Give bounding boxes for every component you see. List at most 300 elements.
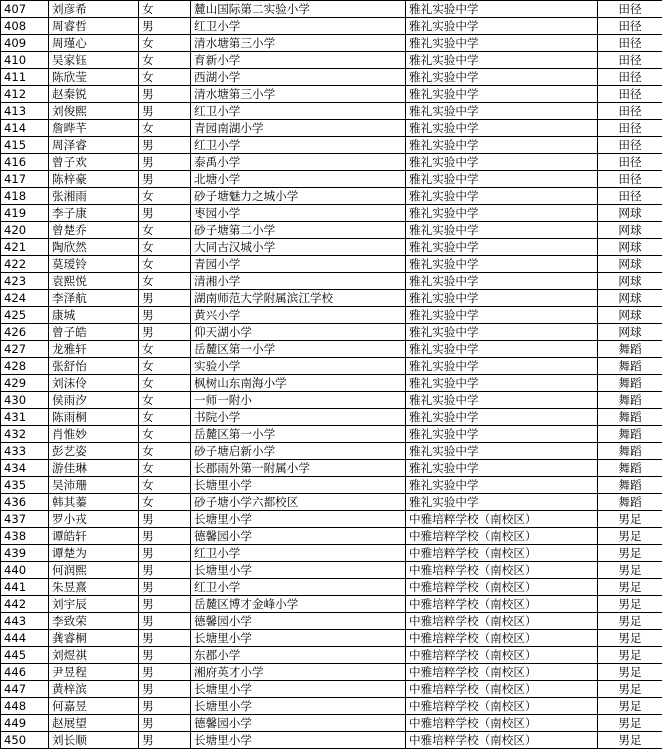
sport-cell: 田径	[598, 35, 662, 52]
sport-cell: 男足	[598, 511, 662, 528]
gender-cell: 男	[139, 18, 191, 35]
sport-cell: 舞蹈	[598, 460, 662, 477]
table-row	[1, 1, 662, 18]
middle-school-cell: 雅礼实验中学	[406, 52, 598, 69]
table-row	[1, 426, 662, 443]
sport-cell: 舞蹈	[598, 426, 662, 443]
gender-cell: 男	[139, 681, 191, 698]
student-name-cell: 周睿哲	[49, 18, 139, 35]
primary-school-cell: 枫树山东南海小学	[191, 375, 406, 392]
row-number-cell: 426	[1, 324, 49, 341]
middle-school-cell: 雅礼实验中学	[406, 120, 598, 137]
table-row	[1, 324, 662, 341]
student-name-cell: 张湘雨	[49, 188, 139, 205]
sport-cell: 男足	[598, 528, 662, 545]
sport-cell: 男足	[598, 664, 662, 681]
sport-cell: 舞蹈	[598, 341, 662, 358]
sport-cell: 男足	[598, 732, 662, 749]
sport-cell: 舞蹈	[598, 443, 662, 460]
gender-cell: 女	[139, 477, 191, 494]
primary-school-cell: 德馨园小学	[191, 528, 406, 545]
sport-cell: 网球	[598, 256, 662, 273]
gender-cell: 女	[139, 460, 191, 477]
table-row	[1, 86, 662, 103]
sport-cell: 舞蹈	[598, 494, 662, 511]
middle-school-cell: 雅礼实验中学	[406, 86, 598, 103]
primary-school-cell: 德馨园小学	[191, 613, 406, 630]
middle-school-cell: 中雅培粹学校（南校区）	[406, 715, 598, 732]
gender-cell: 男	[139, 324, 191, 341]
middle-school-cell: 雅礼实验中学	[406, 409, 598, 426]
gender-cell: 男	[139, 732, 191, 749]
gender-cell: 男	[139, 86, 191, 103]
student-name-cell: 张舒怡	[49, 358, 139, 375]
row-number-cell: 445	[1, 647, 49, 664]
sport-cell: 网球	[598, 307, 662, 324]
gender-cell: 女	[139, 375, 191, 392]
table-row	[1, 545, 662, 562]
table-row	[1, 647, 662, 664]
sport-cell: 男足	[598, 630, 662, 647]
row-number-cell: 423	[1, 273, 49, 290]
row-number-cell: 444	[1, 630, 49, 647]
primary-school-cell: 青园南湖小学	[191, 120, 406, 137]
primary-school-cell: 砂子塘小学六都校区	[191, 494, 406, 511]
student-name-cell: 黄梓滨	[49, 681, 139, 698]
middle-school-cell: 雅礼实验中学	[406, 137, 598, 154]
row-number-cell: 442	[1, 596, 49, 613]
table-row	[1, 35, 662, 52]
table-row	[1, 681, 662, 698]
table-row	[1, 375, 662, 392]
gender-cell: 男	[139, 103, 191, 120]
middle-school-cell: 雅礼实验中学	[406, 392, 598, 409]
gender-cell: 女	[139, 52, 191, 69]
sport-cell: 舞蹈	[598, 477, 662, 494]
table-row	[1, 18, 662, 35]
middle-school-cell: 中雅培粹学校（南校区）	[406, 647, 598, 664]
student-name-cell: 李泽航	[49, 290, 139, 307]
sport-cell: 男足	[598, 545, 662, 562]
middle-school-cell: 雅礼实验中学	[406, 1, 598, 18]
table-row	[1, 137, 662, 154]
student-name-cell: 陶欣然	[49, 239, 139, 256]
middle-school-cell: 雅礼实验中学	[406, 205, 598, 222]
student-name-cell: 尹昱程	[49, 664, 139, 681]
gender-cell: 女	[139, 426, 191, 443]
table-row	[1, 494, 662, 511]
primary-school-cell: 西湖小学	[191, 69, 406, 86]
gender-cell: 女	[139, 239, 191, 256]
table-row	[1, 664, 662, 681]
student-name-cell: 刘长顺	[49, 732, 139, 749]
table-row	[1, 52, 662, 69]
row-number-cell: 414	[1, 120, 49, 137]
gender-cell: 男	[139, 698, 191, 715]
student-name-cell: 何嘉昱	[49, 698, 139, 715]
primary-school-cell: 红卫小学	[191, 137, 406, 154]
student-name-cell: 陈梓豪	[49, 171, 139, 188]
primary-school-cell: 岳麓区第一小学	[191, 341, 406, 358]
row-number-cell: 433	[1, 443, 49, 460]
middle-school-cell: 中雅培粹学校（南校区）	[406, 630, 598, 647]
middle-school-cell: 中雅培粹学校（南校区）	[406, 613, 598, 630]
student-name-cell: 吴沛珊	[49, 477, 139, 494]
gender-cell: 女	[139, 35, 191, 52]
primary-school-cell: 大同古汉城小学	[191, 239, 406, 256]
table-row	[1, 103, 662, 120]
primary-school-cell: 湘府英才小学	[191, 664, 406, 681]
student-name-cell: 李子康	[49, 205, 139, 222]
row-number-cell: 411	[1, 69, 49, 86]
sport-cell: 网球	[598, 222, 662, 239]
row-number-cell: 440	[1, 562, 49, 579]
primary-school-cell: 麓山国际第二实验小学	[191, 1, 406, 18]
middle-school-cell: 雅礼实验中学	[406, 460, 598, 477]
sport-cell: 舞蹈	[598, 375, 662, 392]
table-row	[1, 358, 662, 375]
middle-school-cell: 雅礼实验中学	[406, 103, 598, 120]
table-row	[1, 409, 662, 426]
primary-school-cell: 红卫小学	[191, 579, 406, 596]
student-name-cell: 侯雨汐	[49, 392, 139, 409]
gender-cell: 女	[139, 341, 191, 358]
table-row	[1, 222, 662, 239]
middle-school-cell: 雅礼实验中学	[406, 375, 598, 392]
primary-school-cell: 清湘小学	[191, 273, 406, 290]
middle-school-cell: 中雅培粹学校（南校区）	[406, 698, 598, 715]
table-row	[1, 69, 662, 86]
gender-cell: 女	[139, 120, 191, 137]
middle-school-cell: 中雅培粹学校（南校区）	[406, 528, 598, 545]
student-name-cell: 刘宇辰	[49, 596, 139, 613]
student-name-cell: 曾子欢	[49, 154, 139, 171]
primary-school-cell: 砂子塘启新小学	[191, 443, 406, 460]
sport-cell: 男足	[598, 596, 662, 613]
gender-cell: 男	[139, 528, 191, 545]
row-number-cell: 425	[1, 307, 49, 324]
student-name-cell: 刘沫伶	[49, 375, 139, 392]
row-number-cell: 419	[1, 205, 49, 222]
table-row	[1, 273, 662, 290]
row-number-cell: 448	[1, 698, 49, 715]
sport-cell: 网球	[598, 324, 662, 341]
primary-school-cell: 红卫小学	[191, 18, 406, 35]
student-name-cell: 游佳琳	[49, 460, 139, 477]
row-number-cell: 435	[1, 477, 49, 494]
middle-school-cell: 中雅培粹学校（南校区）	[406, 732, 598, 749]
student-name-cell: 何润熙	[49, 562, 139, 579]
gender-cell: 男	[139, 205, 191, 222]
primary-school-cell: 长塘里小学	[191, 562, 406, 579]
middle-school-cell: 雅礼实验中学	[406, 256, 598, 273]
table-row	[1, 562, 662, 579]
gender-cell: 男	[139, 290, 191, 307]
row-number-cell: 418	[1, 188, 49, 205]
student-name-cell: 陈雨桐	[49, 409, 139, 426]
primary-school-cell: 书院小学	[191, 409, 406, 426]
middle-school-cell: 雅礼实验中学	[406, 341, 598, 358]
student-name-cell: 谭楚为	[49, 545, 139, 562]
student-name-cell: 曾子皓	[49, 324, 139, 341]
middle-school-cell: 中雅培粹学校（南校区）	[406, 511, 598, 528]
primary-school-cell: 育新小学	[191, 52, 406, 69]
sport-cell: 网球	[598, 273, 662, 290]
table-row	[1, 630, 662, 647]
primary-school-cell: 北塘小学	[191, 171, 406, 188]
row-number-cell: 422	[1, 256, 49, 273]
gender-cell: 男	[139, 545, 191, 562]
row-number-cell: 417	[1, 171, 49, 188]
primary-school-cell: 长塘里小学	[191, 630, 406, 647]
middle-school-cell: 雅礼实验中学	[406, 188, 598, 205]
primary-school-cell: 砂子塘第二小学	[191, 222, 406, 239]
table-row	[1, 239, 662, 256]
row-number-cell: 446	[1, 664, 49, 681]
gender-cell: 女	[139, 256, 191, 273]
student-name-cell: 罗小戎	[49, 511, 139, 528]
table-row	[1, 443, 662, 460]
sport-cell: 舞蹈	[598, 409, 662, 426]
gender-cell: 女	[139, 409, 191, 426]
gender-cell: 女	[139, 1, 191, 18]
gender-cell: 男	[139, 715, 191, 732]
middle-school-cell: 雅礼实验中学	[406, 69, 598, 86]
student-name-cell: 莫瑷铃	[49, 256, 139, 273]
sport-cell: 男足	[598, 698, 662, 715]
middle-school-cell: 雅礼实验中学	[406, 239, 598, 256]
student-name-cell: 赵展望	[49, 715, 139, 732]
row-number-cell: 431	[1, 409, 49, 426]
sport-cell: 田径	[598, 18, 662, 35]
row-number-cell: 432	[1, 426, 49, 443]
table-row	[1, 120, 662, 137]
primary-school-cell: 岳麓区第一小学	[191, 426, 406, 443]
middle-school-cell: 雅礼实验中学	[406, 171, 598, 188]
middle-school-cell: 雅礼实验中学	[406, 426, 598, 443]
row-number-cell: 438	[1, 528, 49, 545]
row-number-cell: 409	[1, 35, 49, 52]
row-number-cell: 428	[1, 358, 49, 375]
row-number-cell: 410	[1, 52, 49, 69]
table-row	[1, 511, 662, 528]
row-number-cell: 427	[1, 341, 49, 358]
middle-school-cell: 中雅培粹学校（南校区）	[406, 596, 598, 613]
table-row	[1, 613, 662, 630]
table-row	[1, 171, 662, 188]
sport-cell: 网球	[598, 290, 662, 307]
primary-school-cell: 青园小学	[191, 256, 406, 273]
primary-school-cell: 泰禹小学	[191, 154, 406, 171]
table-row	[1, 715, 662, 732]
student-name-cell: 韩其蓁	[49, 494, 139, 511]
sport-cell: 田径	[598, 69, 662, 86]
roster-body	[1, 1, 662, 749]
table-row	[1, 154, 662, 171]
student-name-cell: 刘煜祺	[49, 647, 139, 664]
table-row	[1, 341, 662, 358]
primary-school-cell: 长郡雨外第一附属小学	[191, 460, 406, 477]
student-name-cell: 谭皓轩	[49, 528, 139, 545]
table-row	[1, 528, 662, 545]
gender-cell: 女	[139, 273, 191, 290]
primary-school-cell: 长塘里小学	[191, 698, 406, 715]
primary-school-cell: 红卫小学	[191, 545, 406, 562]
student-name-cell: 袁熙悦	[49, 273, 139, 290]
gender-cell: 女	[139, 188, 191, 205]
sport-cell: 男足	[598, 579, 662, 596]
primary-school-cell: 砂子塘魅力之城小学	[191, 188, 406, 205]
sport-cell: 田径	[598, 52, 662, 69]
primary-school-cell: 黄兴小学	[191, 307, 406, 324]
primary-school-cell: 岳麓区博才金峰小学	[191, 596, 406, 613]
middle-school-cell: 雅礼实验中学	[406, 154, 598, 171]
sport-cell: 网球	[598, 239, 662, 256]
table-row	[1, 579, 662, 596]
student-name-cell: 李致荣	[49, 613, 139, 630]
gender-cell: 男	[139, 511, 191, 528]
row-number-cell: 439	[1, 545, 49, 562]
row-number-cell: 421	[1, 239, 49, 256]
table-row	[1, 392, 662, 409]
gender-cell: 女	[139, 392, 191, 409]
student-name-cell: 曾楚乔	[49, 222, 139, 239]
gender-cell: 男	[139, 613, 191, 630]
middle-school-cell: 中雅培粹学校（南校区）	[406, 664, 598, 681]
row-number-cell: 436	[1, 494, 49, 511]
sport-cell: 田径	[598, 171, 662, 188]
student-name-cell: 吴家钰	[49, 52, 139, 69]
student-name-cell: 陈欣莹	[49, 69, 139, 86]
row-number-cell: 420	[1, 222, 49, 239]
gender-cell: 男	[139, 647, 191, 664]
gender-cell: 男	[139, 171, 191, 188]
table-row	[1, 307, 662, 324]
table-row	[1, 460, 662, 477]
sport-cell: 田径	[598, 120, 662, 137]
table-row	[1, 732, 662, 749]
gender-cell: 女	[139, 222, 191, 239]
student-name-cell: 刘俊熙	[49, 103, 139, 120]
middle-school-cell: 中雅培粹学校（南校区）	[406, 545, 598, 562]
student-name-cell: 康城	[49, 307, 139, 324]
primary-school-cell: 长塘里小学	[191, 681, 406, 698]
row-number-cell: 437	[1, 511, 49, 528]
student-name-cell: 肖惟妙	[49, 426, 139, 443]
student-name-cell: 朱昱熹	[49, 579, 139, 596]
middle-school-cell: 中雅培粹学校（南校区）	[406, 562, 598, 579]
middle-school-cell: 雅礼实验中学	[406, 443, 598, 460]
row-number-cell: 430	[1, 392, 49, 409]
sport-cell: 舞蹈	[598, 358, 662, 375]
primary-school-cell: 长塘里小学	[191, 511, 406, 528]
table-row	[1, 596, 662, 613]
gender-cell: 男	[139, 579, 191, 596]
primary-school-cell: 长塘里小学	[191, 732, 406, 749]
gender-cell: 男	[139, 630, 191, 647]
gender-cell: 男	[139, 307, 191, 324]
middle-school-cell: 雅礼实验中学	[406, 307, 598, 324]
middle-school-cell: 雅礼实验中学	[406, 358, 598, 375]
sport-cell: 田径	[598, 137, 662, 154]
gender-cell: 男	[139, 137, 191, 154]
student-name-cell: 周泽睿	[49, 137, 139, 154]
student-name-cell: 詹晔芊	[49, 120, 139, 137]
primary-school-cell: 实验小学	[191, 358, 406, 375]
table-row	[1, 290, 662, 307]
primary-school-cell: 德馨园小学	[191, 715, 406, 732]
primary-school-cell: 清水塘第三小学	[191, 86, 406, 103]
middle-school-cell: 雅礼实验中学	[406, 35, 598, 52]
gender-cell: 男	[139, 562, 191, 579]
row-number-cell: 441	[1, 579, 49, 596]
gender-cell: 女	[139, 494, 191, 511]
sport-cell: 男足	[598, 715, 662, 732]
table-row	[1, 698, 662, 715]
row-number-cell: 434	[1, 460, 49, 477]
sport-cell: 男足	[598, 562, 662, 579]
sport-cell: 田径	[598, 86, 662, 103]
sport-cell: 田径	[598, 154, 662, 171]
student-name-cell: 周瑾心	[49, 35, 139, 52]
row-number-cell: 429	[1, 375, 49, 392]
row-number-cell: 449	[1, 715, 49, 732]
student-name-cell: 赵秦锐	[49, 86, 139, 103]
row-number-cell: 407	[1, 1, 49, 18]
student-name-cell: 龙雅轩	[49, 341, 139, 358]
sport-cell: 田径	[598, 188, 662, 205]
sport-cell: 田径	[598, 1, 662, 18]
gender-cell: 女	[139, 443, 191, 460]
gender-cell: 女	[139, 358, 191, 375]
row-number-cell: 447	[1, 681, 49, 698]
sport-cell: 男足	[598, 647, 662, 664]
table-row	[1, 205, 662, 222]
primary-school-cell: 枣园小学	[191, 205, 406, 222]
student-name-cell: 刘彦希	[49, 1, 139, 18]
row-number-cell: 450	[1, 732, 49, 749]
row-number-cell: 415	[1, 137, 49, 154]
table-row	[1, 477, 662, 494]
gender-cell: 女	[139, 69, 191, 86]
table-row	[1, 256, 662, 273]
primary-school-cell: 东郡小学	[191, 647, 406, 664]
sport-cell: 网球	[598, 205, 662, 222]
gender-cell: 男	[139, 596, 191, 613]
row-number-cell: 412	[1, 86, 49, 103]
middle-school-cell: 雅礼实验中学	[406, 222, 598, 239]
row-number-cell: 424	[1, 290, 49, 307]
middle-school-cell: 雅礼实验中学	[406, 324, 598, 341]
row-number-cell: 408	[1, 18, 49, 35]
middle-school-cell: 雅礼实验中学	[406, 477, 598, 494]
row-number-cell: 443	[1, 613, 49, 630]
primary-school-cell: 红卫小学	[191, 103, 406, 120]
middle-school-cell: 中雅培粹学校（南校区）	[406, 681, 598, 698]
middle-school-cell: 雅礼实验中学	[406, 18, 598, 35]
middle-school-cell: 中雅培粹学校（南校区）	[406, 579, 598, 596]
primary-school-cell: 仰天湖小学	[191, 324, 406, 341]
primary-school-cell: 一师一附小	[191, 392, 406, 409]
middle-school-cell: 雅礼实验中学	[406, 290, 598, 307]
gender-cell: 男	[139, 154, 191, 171]
student-name-cell: 龚睿桐	[49, 630, 139, 647]
row-number-cell: 416	[1, 154, 49, 171]
sport-cell: 田径	[598, 103, 662, 120]
primary-school-cell: 长塘里小学	[191, 477, 406, 494]
sport-cell: 男足	[598, 681, 662, 698]
middle-school-cell: 雅礼实验中学	[406, 273, 598, 290]
